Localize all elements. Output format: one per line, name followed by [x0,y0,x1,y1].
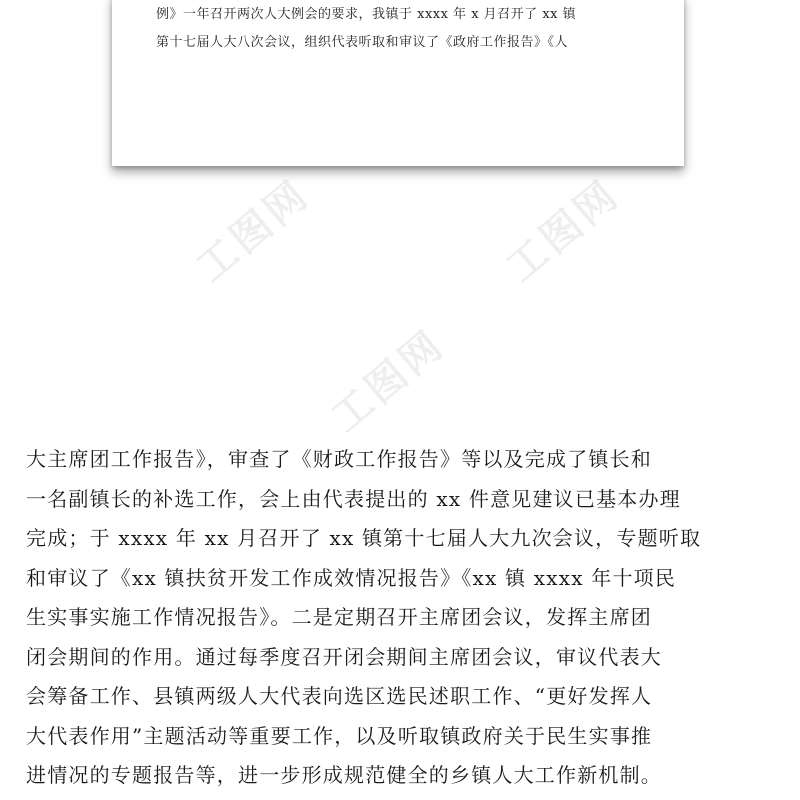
body-line: 闭会期间的作用。通过每季度召开闭会期间主席团会议，审议代表大 [26,644,662,669]
document-preview-card [112,0,684,166]
document-body [26,440,716,796]
watermark: 工图网 [322,321,454,442]
body-line: 进情况的专题报告等，进一步形成规范健全的乡镇人大工作新机制。 [26,763,662,787]
body-line: 大主席团工作报告》，审查了《财政工作报告》等以及完成了镇长和 [26,447,652,471]
watermark: 工图网 [497,171,629,292]
body-line: 生实事实施工作情况报告》。二是定期召开主席团会议，发挥主席团 [26,605,652,629]
body-line: 大代表作用”主题活动等重要工作，以及听取镇政府关于民生实事推 [26,723,653,748]
body-line: 一名副镇长的补选工作，会上由代表提出的 xx 件意见建议已基本办理 [26,486,681,511]
body-line: 和审议了《xx 镇扶贫开发工作成效情况报告》《xx 镇 xxxx 年十项民 [26,565,677,590]
body-line: 完成；于 xxxx 年 xx 月召开了 xx 镇第十七届人大九次会议，专题听取 [26,526,702,550]
watermark: 工图网 [187,171,319,292]
preview-line: 第十七届人大八次会议，组织代表听取和审议了《政府工作报告》《人 [156,35,569,50]
body-line: 会筹备工作、县镇两级人大代表向选区选民述职工作、“更好发挥人 [26,684,653,708]
preview-line: 例》一年召开两次人大例会的要求，我镇于 xxxx 年 x 月召开了 xx 镇 [156,7,577,22]
